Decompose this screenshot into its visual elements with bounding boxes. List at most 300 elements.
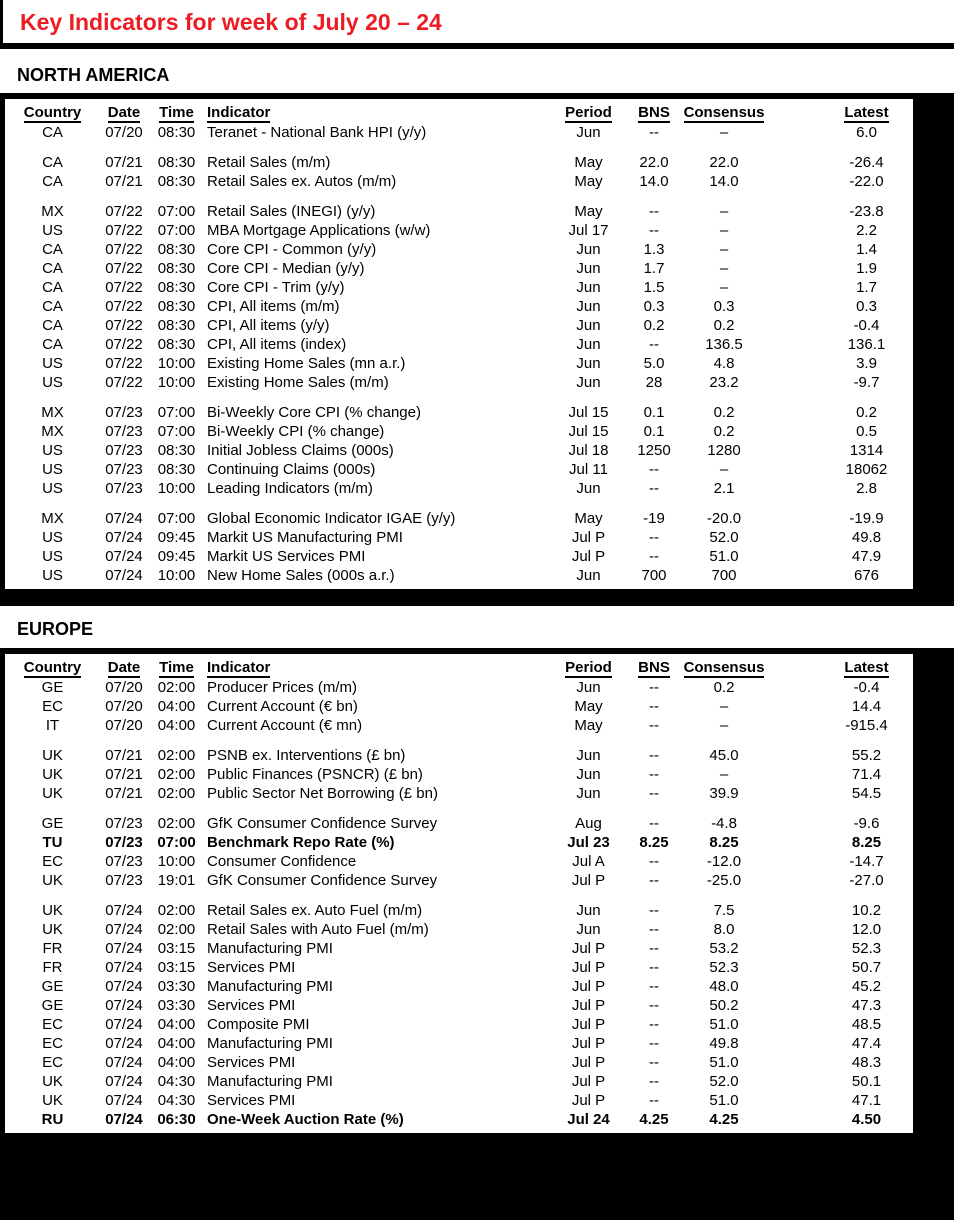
cell-latest: 48.3 (851, 1054, 882, 1071)
cell-indicator: Bi-Weekly Core CPI (% change) (207, 404, 421, 421)
indicator-row (5, 422, 913, 441)
cell-time: 08:30 (157, 173, 196, 190)
cell-consensus: 4.8 (713, 355, 735, 372)
cell-latest: 8.25 (851, 834, 882, 851)
cell-indicator: Benchmark Repo Rate (%) (207, 834, 395, 851)
cell-consensus: 39.9 (709, 785, 739, 802)
cell-bns: -- (649, 997, 659, 1014)
cell-latest: 47.9 (851, 548, 882, 565)
cell-indicator: CPI, All items (index) (207, 336, 347, 353)
cell-date: 07/22 (105, 260, 143, 277)
cell-date: 07/23 (105, 423, 143, 440)
cell-latest: 2.2 (856, 222, 877, 239)
indicator-row (5, 1053, 913, 1072)
cell-bns: -- (649, 336, 659, 353)
column-header-label: Time (159, 659, 194, 676)
cell-time: 04:30 (157, 1073, 196, 1090)
cell-latest: 71.4 (851, 766, 882, 783)
cell-country: UK (42, 747, 63, 764)
indicator-row (5, 1072, 913, 1091)
cell-latest: -915.4 (845, 717, 888, 734)
indicator-row (5, 852, 913, 871)
cell-time: 08:30 (157, 241, 196, 258)
cell-latest: 55.2 (851, 747, 882, 764)
cell-latest: -9.7 (853, 374, 880, 391)
indicator-row (5, 566, 913, 585)
cell-consensus: – (719, 260, 729, 277)
cell-period: Jun (576, 241, 601, 258)
cell-country: RU (41, 1111, 64, 1128)
column-header-latest (765, 656, 913, 678)
cell-period: Jul 15 (568, 423, 609, 440)
cell-indicator: Public Sector Net Borrowing (£ bn) (207, 785, 438, 802)
indicator-row (5, 278, 913, 297)
column-header-bns (625, 656, 683, 678)
column-header-indicator (205, 656, 552, 678)
cell-date: 07/22 (105, 279, 143, 296)
cell-period: Jul 23 (567, 834, 610, 851)
cell-period: Jul P (571, 1073, 606, 1090)
section-north-america (0, 65, 954, 606)
column-header-consensus (683, 656, 765, 678)
indicators-table-north-america (5, 99, 913, 589)
cell-period: May (574, 154, 603, 171)
cell-time: 02:00 (157, 785, 196, 802)
cell-period: Jun (576, 480, 601, 497)
cell-period: Jul P (571, 997, 606, 1014)
cell-bns: 5.0 (643, 355, 665, 372)
cell-consensus: – (719, 698, 729, 715)
cell-date: 07/24 (105, 940, 143, 957)
cell-period: Jun (576, 298, 601, 315)
cell-period: Aug (575, 815, 602, 832)
cell-bns: -- (649, 222, 659, 239)
cell-date: 07/23 (105, 461, 143, 478)
cell-indicator: Consumer Confidence (207, 853, 357, 870)
cell-country: US (42, 222, 63, 239)
cell-bns: -- (649, 203, 659, 220)
cell-date: 07/24 (105, 1054, 143, 1071)
cell-time: 07:00 (157, 834, 196, 851)
cell-latest: 1314 (849, 442, 884, 459)
cell-bns: 8.25 (639, 834, 669, 851)
cell-latest: 54.5 (851, 785, 882, 802)
cell-date: 07/20 (105, 124, 143, 141)
cell-time: 02:00 (157, 902, 196, 919)
cell-latest: 47.3 (851, 997, 882, 1014)
cell-period: Jul P (571, 959, 606, 976)
cell-indicator: Manufacturing PMI (207, 1073, 333, 1090)
cell-consensus: – (719, 222, 729, 239)
cell-consensus: – (719, 241, 729, 258)
date-group-spacer (5, 735, 913, 746)
cell-time: 10:00 (157, 374, 196, 391)
cell-time: 08:30 (157, 317, 196, 334)
cell-consensus: 51.0 (709, 1016, 739, 1033)
cell-time: 04:30 (157, 1092, 196, 1109)
cell-bns: 1.5 (643, 279, 665, 296)
cell-period: Jun (576, 679, 601, 696)
cell-indicator: Manufacturing PMI (207, 940, 333, 957)
column-header-label: Indicator (207, 659, 271, 676)
indicator-row (5, 202, 913, 221)
cell-latest: -14.7 (849, 853, 884, 870)
cell-bns: 1.3 (643, 241, 665, 258)
column-header-label: Latest (844, 104, 889, 121)
cell-indicator: Retail Sales (INEGI) (y/y) (207, 203, 376, 220)
cell-country: IT (45, 717, 60, 734)
cell-latest: 50.1 (851, 1073, 882, 1090)
cell-latest: -9.6 (853, 815, 880, 832)
cell-consensus: 7.5 (713, 902, 735, 919)
cell-period: May (574, 698, 603, 715)
cell-indicator: Continuing Claims (000s) (207, 461, 376, 478)
cell-time: 08:30 (157, 442, 196, 459)
cell-consensus: 53.2 (709, 940, 739, 957)
column-header-label: Consensus (683, 104, 765, 121)
cell-date: 07/22 (105, 203, 143, 220)
indicator-row (5, 528, 913, 547)
cell-latest: -0.4 (853, 317, 880, 334)
cell-time: 19:01 (157, 872, 196, 889)
cell-country: MX (41, 510, 64, 527)
cell-bns: -- (649, 1016, 659, 1033)
cell-period: Jun (576, 785, 601, 802)
date-group-spacer (5, 803, 913, 814)
indicator-row (5, 335, 913, 354)
cell-latest: 47.4 (851, 1035, 882, 1052)
cell-period: Jun (576, 902, 601, 919)
cell-time: 08:30 (157, 260, 196, 277)
cell-time: 04:00 (157, 1035, 196, 1052)
cell-period: Jun (576, 747, 601, 764)
indicator-row (5, 765, 913, 784)
cell-latest: -22.0 (849, 173, 884, 190)
cell-country: CA (42, 241, 63, 258)
cell-country: CA (42, 317, 63, 334)
cell-latest: 0.5 (856, 423, 877, 440)
cell-date: 07/24 (105, 567, 143, 584)
cell-time: 06:30 (157, 1111, 196, 1128)
cell-time: 08:30 (157, 461, 196, 478)
cell-time: 02:00 (157, 747, 196, 764)
cell-date: 07/24 (105, 921, 143, 938)
column-header-label: Period (565, 104, 612, 121)
cell-date: 07/24 (105, 1016, 143, 1033)
cell-date: 07/24 (105, 959, 143, 976)
cell-country: US (42, 548, 63, 565)
indicator-row (5, 871, 913, 890)
cell-time: 09:45 (157, 548, 196, 565)
cell-time: 08:30 (157, 124, 196, 141)
cell-consensus: 0.3 (713, 298, 735, 315)
cell-country: UK (42, 1092, 63, 1109)
indicator-row (5, 460, 913, 479)
cell-country: EC (42, 1016, 63, 1033)
cell-period: Jun (576, 317, 601, 334)
cell-country: US (42, 567, 63, 584)
cell-date: 07/23 (105, 872, 143, 889)
cell-time: 04:00 (157, 1054, 196, 1071)
cell-bns: -- (649, 766, 659, 783)
indicator-row (5, 746, 913, 765)
cell-indicator: New Home Sales (000s a.r.) (207, 567, 395, 584)
cell-bns: -- (649, 548, 659, 565)
cell-indicator: CPI, All items (m/m) (207, 298, 340, 315)
cell-period: Jul P (571, 940, 606, 957)
cell-period: Jun (576, 355, 601, 372)
column-header-label: Country (23, 659, 82, 676)
report-title: Key Indicators for week of July 20 – 24 (20, 9, 442, 35)
date-group-spacer (5, 890, 913, 901)
cell-bns: -- (649, 1054, 659, 1071)
cell-consensus: 8.0 (713, 921, 735, 938)
cell-indicator: Manufacturing PMI (207, 978, 333, 995)
cell-time: 02:00 (157, 815, 196, 832)
cell-indicator: Bi-Weekly CPI (% change) (207, 423, 385, 440)
cell-country: FR (42, 959, 63, 976)
cell-time: 08:30 (157, 298, 196, 315)
section-heading-north-america: NORTH AMERICA (17, 65, 170, 85)
column-header-label: Period (565, 659, 612, 676)
cell-indicator: Retail Sales ex. Autos (m/m) (207, 173, 397, 190)
cell-country: CA (42, 124, 63, 141)
cell-period: Jul A (572, 853, 605, 870)
cell-country: GE (41, 997, 64, 1014)
cell-time: 10:00 (157, 567, 196, 584)
cell-period: Jul 17 (568, 222, 609, 239)
indicator-row (5, 316, 913, 335)
cell-country: FR (42, 940, 63, 957)
cell-bns: -- (649, 747, 659, 764)
cell-bns: -- (649, 959, 659, 976)
cell-date: 07/21 (105, 154, 143, 171)
cell-indicator: Current Account (€ mn) (207, 717, 363, 734)
cell-indicator: Retail Sales with Auto Fuel (m/m) (207, 921, 429, 938)
indicator-row (5, 172, 913, 191)
indicator-row (5, 958, 913, 977)
cell-latest: 14.4 (851, 698, 882, 715)
cell-indicator: Composite PMI (207, 1016, 310, 1033)
cell-country: US (42, 529, 63, 546)
column-header-label: Latest (844, 659, 889, 676)
cell-consensus: 23.2 (709, 374, 739, 391)
cell-bns: 0.1 (643, 404, 665, 421)
cell-country: UK (42, 766, 63, 783)
cell-bns: -- (649, 902, 659, 919)
column-header-label: Consensus (683, 659, 765, 676)
cell-bns: -- (649, 698, 659, 715)
cell-time: 03:30 (157, 997, 196, 1014)
cell-country: US (42, 374, 63, 391)
column-header-indicator (205, 101, 552, 123)
cell-latest: 3.9 (856, 355, 877, 372)
column-header-time (148, 656, 205, 678)
cell-time: 03:15 (157, 959, 196, 976)
cell-consensus: 0.2 (713, 317, 735, 334)
column-header-label: Date (107, 104, 141, 121)
indicator-row (5, 240, 913, 259)
indicators-table (5, 101, 913, 585)
cell-bns: -- (649, 815, 659, 832)
cell-bns: 14.0 (639, 173, 669, 190)
cell-indicator: PSNB ex. Interventions (£ bn) (207, 747, 406, 764)
table-header-row (5, 656, 913, 678)
cell-bns: 1.7 (643, 260, 665, 277)
cell-indicator: GfK Consumer Confidence Survey (207, 872, 438, 889)
cell-indicator: Global Economic Indicator IGAE (y/y) (207, 510, 456, 527)
cell-indicator: Initial Jobless Claims (000s) (207, 442, 394, 459)
cell-country: UK (42, 785, 63, 802)
cell-date: 07/20 (105, 698, 143, 715)
cell-latest: 45.2 (851, 978, 882, 995)
column-header-country (5, 656, 100, 678)
indicators-table-frame-north-america (0, 93, 954, 606)
cell-date: 07/23 (105, 853, 143, 870)
cell-latest: -19.9 (849, 510, 884, 527)
report-title-box (0, 0, 954, 43)
cell-period: Jun (576, 336, 601, 353)
cell-time: 08:30 (157, 336, 196, 353)
cell-consensus: 2.1 (713, 480, 735, 497)
cell-indicator: Current Account (€ bn) (207, 698, 358, 715)
cell-date: 07/21 (105, 173, 143, 190)
cell-date: 07/23 (105, 815, 143, 832)
cell-latest: 0.3 (856, 298, 877, 315)
cell-indicator: Existing Home Sales (mn a.r.) (207, 355, 406, 372)
cell-bns: -- (649, 1073, 659, 1090)
indicator-row (5, 1015, 913, 1034)
cell-date: 07/23 (105, 442, 143, 459)
cell-date: 07/21 (105, 785, 143, 802)
cell-consensus: 1280 (707, 442, 741, 459)
cell-period: Jun (576, 124, 601, 141)
cell-time: 02:00 (157, 766, 196, 783)
indicator-row (5, 678, 913, 697)
cell-consensus: -20.0 (706, 510, 742, 527)
cell-bns: 28 (645, 374, 663, 391)
cell-country: CA (42, 279, 63, 296)
indicator-row (5, 697, 913, 716)
cell-country: EC (42, 698, 63, 715)
indicator-row (5, 259, 913, 278)
cell-date: 07/23 (105, 834, 143, 851)
column-header-label: Time (159, 104, 194, 121)
cell-date: 07/22 (105, 241, 143, 258)
column-header-period (552, 656, 625, 678)
cell-consensus: -25.0 (706, 872, 742, 889)
cell-consensus: 49.8 (709, 1035, 739, 1052)
cell-bns: -- (649, 940, 659, 957)
cell-time: 08:30 (157, 154, 196, 171)
cell-bns: -- (649, 785, 659, 802)
cell-time: 04:00 (157, 698, 196, 715)
cell-bns: -- (649, 461, 659, 478)
cell-date: 07/22 (105, 355, 143, 372)
cell-indicator: Services PMI (207, 959, 296, 976)
column-header-label: Date (107, 659, 141, 676)
cell-time: 07:00 (157, 203, 196, 220)
cell-date: 07/24 (105, 510, 143, 527)
cell-country: US (42, 355, 63, 372)
indicator-row (5, 123, 913, 142)
cell-date: 07/20 (105, 717, 143, 734)
cell-consensus: 0.2 (713, 423, 735, 440)
cell-consensus: 136.5 (705, 336, 743, 353)
cell-bns: 4.25 (639, 1111, 669, 1128)
cell-bns: 700 (641, 567, 667, 584)
cell-indicator: Core CPI - Trim (y/y) (207, 279, 345, 296)
column-header-label: Country (23, 104, 82, 121)
column-header-label: BNS (638, 659, 670, 676)
cell-time: 08:30 (157, 279, 196, 296)
cell-indicator: Teranet - National Bank HPI (y/y) (207, 124, 427, 141)
cell-indicator: Producer Prices (m/m) (207, 679, 358, 696)
cell-indicator: Existing Home Sales (m/m) (207, 374, 389, 391)
indicator-row (5, 221, 913, 240)
indicator-row (5, 403, 913, 422)
cell-indicator: Services PMI (207, 1054, 296, 1071)
cell-latest: 18062 (845, 461, 888, 478)
cell-period: Jul P (571, 978, 606, 995)
indicators-table-frame-europe (0, 648, 954, 1220)
cell-country: US (42, 442, 63, 459)
indicators-table (5, 656, 913, 1129)
cell-period: Jul P (571, 1092, 606, 1109)
column-header-bns (625, 101, 683, 123)
cell-latest: -26.4 (849, 154, 884, 171)
cell-bns: -- (649, 853, 659, 870)
cell-country: GE (41, 815, 64, 832)
cell-time: 07:00 (157, 222, 196, 239)
cell-latest: 10.2 (851, 902, 882, 919)
cell-indicator: MBA Mortgage Applications (w/w) (207, 222, 431, 239)
cell-bns: -- (649, 679, 659, 696)
cell-latest: 676 (853, 567, 880, 584)
cell-country: UK (42, 1073, 63, 1090)
table-header-row (5, 101, 913, 123)
cell-period: May (574, 717, 603, 734)
cell-time: 02:00 (157, 921, 196, 938)
cell-date: 07/24 (105, 1035, 143, 1052)
cell-latest: 0.2 (856, 404, 877, 421)
indicator-row (5, 354, 913, 373)
cell-country: UK (42, 872, 63, 889)
indicator-row (5, 977, 913, 996)
cell-consensus: -4.8 (711, 815, 737, 832)
cell-period: May (574, 203, 603, 220)
cell-period: Jul P (571, 1035, 606, 1052)
cell-date: 07/24 (105, 902, 143, 919)
cell-date: 07/22 (105, 317, 143, 334)
column-header-date (100, 101, 148, 123)
indicator-row (5, 920, 913, 939)
cell-country: MX (41, 423, 64, 440)
cell-country: EC (42, 1054, 63, 1071)
cell-date: 07/21 (105, 766, 143, 783)
indicator-row (5, 996, 913, 1015)
cell-period: Jul 11 (569, 461, 608, 478)
cell-latest: -27.0 (849, 872, 884, 889)
cell-consensus: – (719, 766, 729, 783)
cell-bns: -- (649, 1092, 659, 1109)
indicator-row (5, 1110, 913, 1129)
cell-consensus: – (719, 124, 729, 141)
cell-country: CA (42, 260, 63, 277)
cell-bns: 22.0 (639, 154, 669, 171)
date-group-spacer (5, 392, 913, 403)
section-heading-europe: EUROPE (17, 619, 94, 639)
